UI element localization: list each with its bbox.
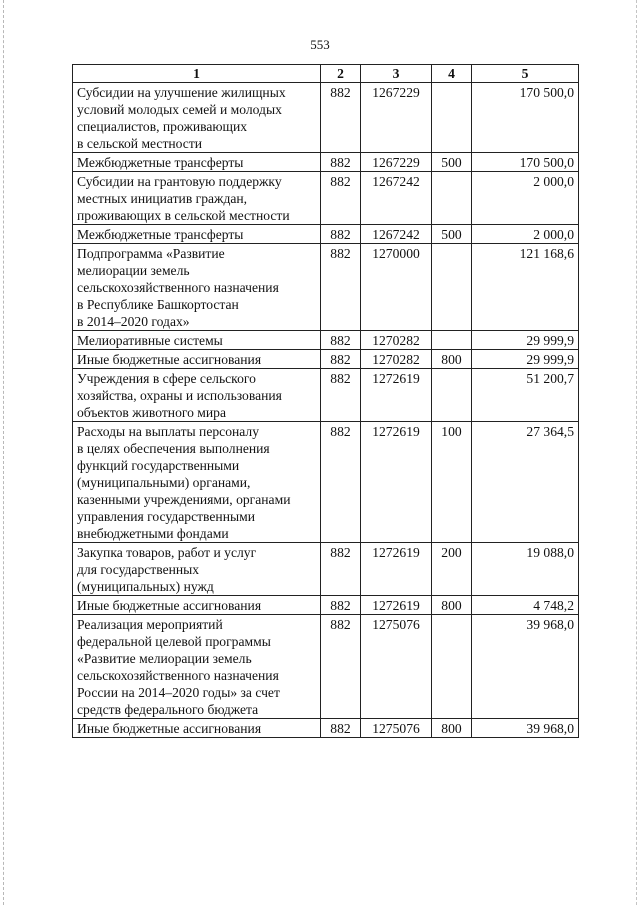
row-name-cell (73, 83, 321, 153)
row-name-line: в сельской местности (77, 136, 203, 151)
header-col-4: 4 (432, 65, 472, 83)
row-target-article: 1270282 (361, 331, 432, 350)
row-name-cell (73, 172, 321, 225)
table-row (73, 615, 579, 719)
table-row (73, 172, 579, 225)
row-name-cell (73, 350, 321, 369)
row-name-line: «Развитие мелиорации земель (77, 651, 252, 666)
row-name-line: Субсидии на грантовую поддержку (77, 174, 282, 189)
row-name-line: специалистов, проживающих (77, 119, 248, 134)
row-ministry-code: 882 (321, 422, 361, 543)
row-amount: 39 968,0 (472, 719, 579, 738)
row-name-cell (73, 719, 321, 738)
row-expense-type (432, 615, 472, 719)
row-name-line: (муниципальных) нужд (77, 579, 214, 594)
row-expense-type (432, 172, 472, 225)
row-amount: 170 500,0 (472, 153, 579, 172)
row-ministry-code: 882 (321, 225, 361, 244)
row-name-line: местных инициатив граждан, (77, 191, 248, 206)
row-name-cell (73, 615, 321, 719)
row-ministry-code: 882 (321, 719, 361, 738)
table-header-row (73, 65, 579, 83)
budget-table (72, 64, 579, 738)
row-name-line: управления государственными (77, 509, 255, 524)
row-expense-type: 200 (432, 543, 472, 596)
row-name-line: проживающих в сельской местности (77, 208, 290, 223)
row-name-line: казенными учреждениями, органами (77, 492, 291, 507)
row-amount: 2 000,0 (472, 172, 579, 225)
row-amount: 27 364,5 (472, 422, 579, 543)
row-name-line: в 2014–2020 годах» (77, 314, 190, 329)
row-name-line: Межбюджетные трансферты (77, 227, 244, 242)
row-name-cell (73, 153, 321, 172)
row-amount: 29 999,9 (472, 331, 579, 350)
row-name-line: средств федерального бюджета (77, 702, 259, 717)
row-name-line: Закупка товаров, работ и услуг (77, 545, 257, 560)
row-expense-type (432, 244, 472, 331)
row-name-line: (муниципальными) органами, (77, 475, 251, 490)
row-ministry-code: 882 (321, 615, 361, 719)
row-name-line: Иные бюджетные ассигнования (77, 721, 262, 736)
row-name-line: для государственных (77, 562, 200, 577)
table-row (73, 596, 579, 615)
row-name-cell (73, 543, 321, 596)
row-name-line: Учреждения в сфере сельского (77, 371, 256, 386)
row-ministry-code: 882 (321, 83, 361, 153)
row-amount: 121 168,6 (472, 244, 579, 331)
table-row (73, 719, 579, 738)
row-name-line: Межбюджетные трансферты (77, 155, 244, 170)
table-row (73, 153, 579, 172)
row-expense-type: 100 (432, 422, 472, 543)
row-name-line: условий молодых семей и молодых (77, 102, 282, 117)
row-ministry-code: 882 (321, 244, 361, 331)
table-row (73, 225, 579, 244)
row-amount: 39 968,0 (472, 615, 579, 719)
row-expense-type: 800 (432, 596, 472, 615)
row-target-article: 1267242 (361, 225, 432, 244)
row-expense-type (432, 369, 472, 422)
row-name-line: внебюджетными фондами (77, 526, 229, 541)
row-amount: 170 500,0 (472, 83, 579, 153)
row-target-article: 1270282 (361, 350, 432, 369)
row-name-line: мелиорации земель (77, 263, 190, 278)
row-ministry-code: 882 (321, 369, 361, 422)
row-amount: 4 748,2 (472, 596, 579, 615)
table-row (73, 543, 579, 596)
row-target-article: 1270000 (361, 244, 432, 331)
row-expense-type: 500 (432, 225, 472, 244)
header-col-3: 3 (361, 65, 432, 83)
row-expense-type (432, 83, 472, 153)
row-target-article: 1272619 (361, 422, 432, 543)
row-expense-type: 800 (432, 719, 472, 738)
row-name-cell (73, 369, 321, 422)
row-target-article: 1267242 (361, 172, 432, 225)
row-ministry-code: 882 (321, 543, 361, 596)
table-row (73, 422, 579, 543)
row-amount: 2 000,0 (472, 225, 579, 244)
row-amount: 19 088,0 (472, 543, 579, 596)
row-target-article: 1272619 (361, 596, 432, 615)
row-name-cell (73, 225, 321, 244)
row-name-line: в Республике Башкортостан (77, 297, 239, 312)
header-col-1: 1 (73, 65, 321, 83)
row-target-article: 1272619 (361, 369, 432, 422)
row-name-cell (73, 244, 321, 331)
row-name-line: хозяйства, охраны и использования (77, 388, 282, 403)
row-name-line: Иные бюджетные ассигнования (77, 352, 262, 367)
table-row (73, 350, 579, 369)
row-name-line: сельскохозяйственного назначения (77, 280, 279, 295)
row-name-line: Реализация мероприятий (77, 617, 223, 632)
row-name-line: Мелиоративные системы (77, 333, 223, 348)
row-amount: 51 200,7 (472, 369, 579, 422)
row-target-article: 1275076 (361, 719, 432, 738)
table-row (73, 331, 579, 350)
row-name-cell (73, 596, 321, 615)
row-name-cell (73, 331, 321, 350)
row-target-article: 1275076 (361, 615, 432, 719)
table-row (73, 369, 579, 422)
row-ministry-code: 882 (321, 153, 361, 172)
row-name-line: в целях обеспечения выполнения (77, 441, 270, 456)
header-col-2: 2 (321, 65, 361, 83)
scan-edge-right (636, 0, 637, 905)
header-col-5: 5 (472, 65, 579, 83)
row-ministry-code: 882 (321, 596, 361, 615)
row-name-line: федеральной целевой программы (77, 634, 271, 649)
row-name-line: Субсидии на улучшение жилищных (77, 85, 286, 100)
page-number: 553 (310, 37, 330, 52)
row-name-line: функций государственными (77, 458, 240, 473)
table-row (73, 83, 579, 153)
row-expense-type: 800 (432, 350, 472, 369)
table-body (73, 83, 579, 738)
row-target-article: 1267229 (361, 153, 432, 172)
row-ministry-code: 882 (321, 172, 361, 225)
row-ministry-code: 882 (321, 331, 361, 350)
row-name-line: Подпрограмма «Развитие (77, 246, 225, 261)
row-ministry-code: 882 (321, 350, 361, 369)
row-expense-type (432, 331, 472, 350)
row-amount: 29 999,9 (472, 350, 579, 369)
row-name-line: Расходы на выплаты персоналу (77, 424, 259, 439)
row-target-article: 1272619 (361, 543, 432, 596)
row-name-cell (73, 422, 321, 543)
row-expense-type: 500 (432, 153, 472, 172)
table-row (73, 244, 579, 331)
scan-edge-left (3, 0, 4, 905)
row-name-line: сельскохозяйственного назначения (77, 668, 279, 683)
row-name-line: Иные бюджетные ассигнования (77, 598, 262, 613)
row-name-line: России на 2014–2020 годы» за счет (77, 685, 280, 700)
row-target-article: 1267229 (361, 83, 432, 153)
row-name-line: объектов животного мира (77, 405, 226, 420)
